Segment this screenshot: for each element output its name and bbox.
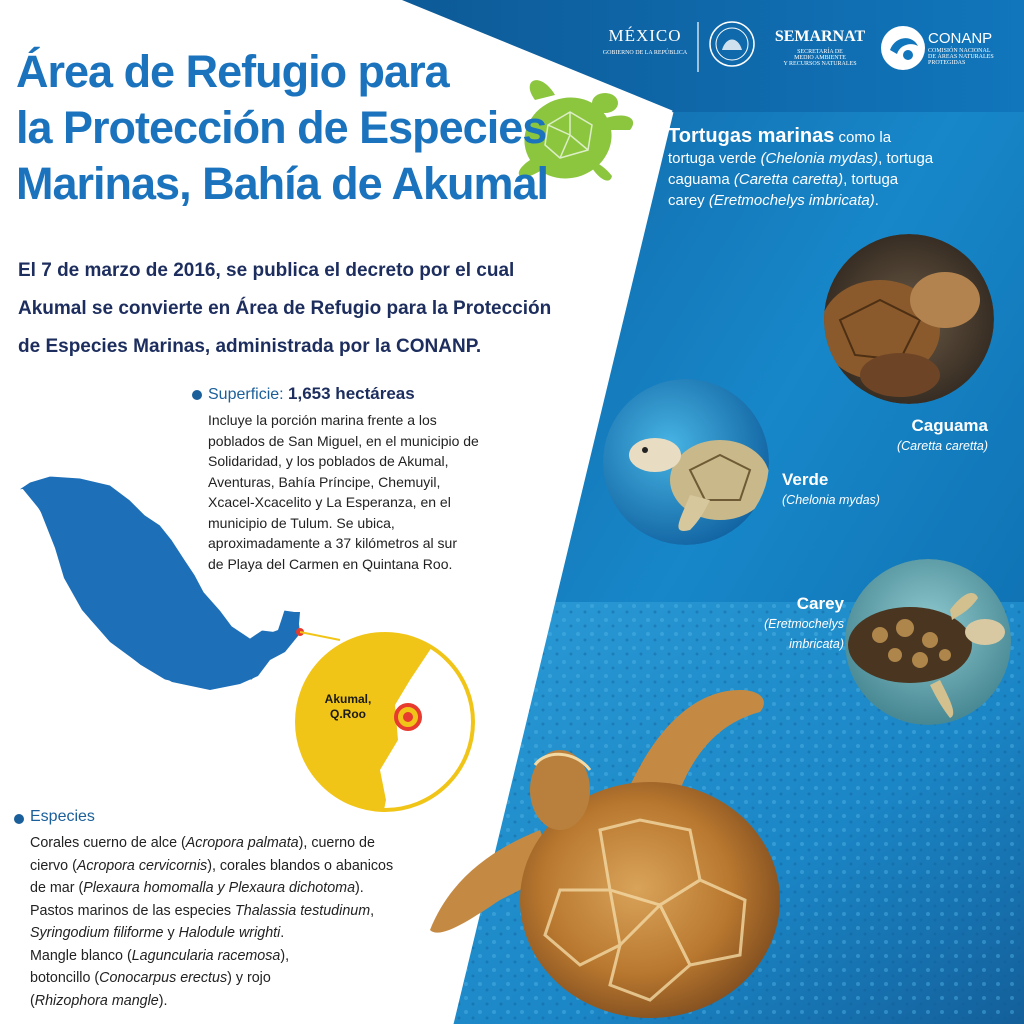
text-run: .	[280, 925, 285, 941]
verde-name: Verde	[782, 470, 829, 489]
logo-semarnat	[770, 28, 870, 67]
superficie-text	[208, 410, 548, 574]
especies-line	[30, 832, 450, 855]
akumal-label-line1: Akumal,	[324, 692, 372, 706]
tortugas-line	[668, 190, 1018, 211]
title-line: la Protección de Especies	[16, 102, 547, 153]
title-line: Marinas, Bahía de Akumal	[16, 158, 549, 209]
superficie-line: Aventuras, Bahía Príncipe, Chemuyil,	[208, 473, 441, 490]
superficie-line: Xcacel-Xcacelito y La Esperanza, en el	[208, 494, 451, 510]
text-run: , tortuga	[843, 171, 899, 188]
title-line: Área de Refugio para	[16, 46, 449, 97]
intro-line: El 7 de marzo de 2016, se publica el decreto por el cual	[18, 260, 515, 281]
text-run: Corales cuerno de alce (	[30, 835, 186, 851]
superficie-value: 1,653 hectáreas	[288, 384, 415, 403]
akumal-label-line2: Q.Roo	[330, 707, 366, 721]
logo-semarnat-sub-2: MEDIO AMBIENTE	[794, 55, 846, 61]
text-run: de mar (	[30, 880, 84, 896]
caguama-name: Caguama	[911, 416, 988, 435]
text-run: y	[163, 925, 179, 941]
text-run: ), corales blandos o abanicos	[207, 857, 394, 874]
caguama-sci-line: (Caretta caretta)	[896, 439, 988, 453]
carey-sci-line: imbricata)	[789, 637, 844, 651]
text-run: como la	[834, 129, 892, 146]
tortugas-text	[668, 126, 1018, 211]
text-run: ).	[355, 880, 364, 896]
carey-sci-line: (Eretmochelys	[764, 617, 844, 631]
logo-mexico-text: MÉXICO	[608, 26, 682, 45]
carey-caption	[724, 594, 844, 654]
scientific-name: Laguncularia racemosa	[131, 947, 281, 964]
carey-name: Carey	[796, 594, 844, 613]
akumal-inset-map	[290, 620, 473, 830]
text-run: ciervo (	[30, 857, 77, 874]
logo-conanp-sub-3: PROTEGIDAS	[928, 60, 966, 66]
caguama-caption	[868, 416, 988, 456]
verde-sci	[782, 490, 902, 510]
scientific-name: (Caretta caretta)	[733, 171, 844, 188]
conanp-emblem-icon	[881, 26, 925, 70]
page-title	[16, 44, 576, 212]
tortugas-line	[668, 126, 1018, 148]
logo-mexico	[600, 26, 690, 56]
superficie-line: de Playa del Carmen en Quintana Roo.	[208, 555, 453, 572]
text-run: caguama	[668, 171, 734, 188]
logo-semarnat-text: SEMARNAT	[774, 28, 866, 45]
scientific-name: Syringodium filiforme	[30, 925, 164, 941]
scientific-name: Acropora palmata	[185, 835, 299, 851]
logo-conanp-sub-2: DE ÁREAS NATURALES	[928, 54, 994, 60]
especies-line	[30, 922, 450, 945]
intro-line: Akumal se convierte en Área de Refugio para la Protección	[18, 298, 552, 319]
text-run: ),	[280, 947, 290, 964]
superficie-label: Superficie:	[208, 386, 289, 403]
text-run: .	[874, 192, 879, 209]
especies-line	[30, 967, 450, 990]
text-run: ,	[370, 902, 375, 919]
tortugas-line	[668, 169, 1018, 190]
intro-line: de Especies Marinas, administrada por la CONANP.	[18, 336, 482, 357]
scientific-name: Conocarpus erectus	[99, 970, 228, 986]
caguama-sci	[868, 436, 988, 456]
text-run: (	[30, 992, 35, 1009]
verde-photo	[603, 379, 770, 545]
especies-line	[30, 900, 450, 923]
superficie-heading	[208, 384, 415, 404]
text-run: ).	[158, 992, 168, 1009]
logo-conanp-text: CONANP	[928, 30, 993, 47]
scientific-name: Plexaura homomalla y Plexaura dichotoma	[83, 880, 356, 896]
especies-line	[30, 990, 450, 1013]
superficie-line: Solidaridad, y los poblados de Akumal,	[208, 453, 449, 469]
logo-mexico-subtext: GOBIERNO DE LA REPÚBLICA	[602, 50, 688, 56]
especies-line	[30, 945, 450, 968]
especies-line	[30, 877, 450, 900]
carey-sci	[724, 614, 844, 654]
logo-semarnat-sub-1: SECRETARÍA DE	[797, 49, 843, 55]
akumal-label	[312, 692, 384, 722]
verde-caption	[782, 470, 902, 510]
text-run: , tortuga	[878, 150, 934, 167]
emphasis-text: Tortugas marinas	[668, 125, 835, 147]
tortugas-line	[668, 148, 1018, 169]
verde-sci-line: (Chelonia mydas)	[782, 493, 880, 507]
carey-photo	[845, 559, 1011, 725]
bullet-icon	[14, 814, 24, 824]
scientific-name: Acropora cervicornis	[76, 857, 208, 874]
superficie-line: aproximadamente a 37 kilómetros al sur	[208, 535, 458, 551]
superficie-line: Incluye la porción marina frente a los	[208, 412, 437, 428]
especies-text	[30, 832, 450, 1012]
scientific-name: Thalassia testudinum	[235, 902, 371, 919]
scientific-name: (Eretmochelys imbricata)	[708, 192, 875, 209]
bullet-icon	[192, 390, 202, 400]
text-run: ), cuerno de	[298, 835, 375, 851]
logo-conanp	[928, 30, 1020, 66]
scientific-name: Halodule wrighti	[178, 925, 281, 941]
superficie-line: municipio de Tulum. Se ubica,	[208, 514, 395, 531]
text-run: Pastos marinos de las especies	[30, 902, 236, 919]
bullet-icon	[652, 130, 662, 140]
especies-line	[30, 855, 450, 878]
scientific-name: (Chelonia mydas)	[760, 150, 879, 167]
logo-semarnat-sub-3: Y RECURSOS NATURALES	[783, 61, 857, 67]
intro-paragraph	[18, 252, 598, 366]
logo-conanp-sub-1: COMISIÓN NACIONAL	[928, 48, 991, 54]
text-run: Mangle blanco (	[30, 947, 132, 964]
text-run: carey	[668, 192, 709, 209]
text-run: botoncillo (	[30, 970, 100, 986]
text-run: ) y rojo	[227, 970, 271, 986]
superficie-line: poblados de San Miguel, en el municipio de	[208, 432, 479, 449]
scientific-name: Rhizophora mangle	[34, 992, 159, 1009]
especies-heading: Especies	[30, 808, 95, 825]
text-run: tortuga verde	[668, 150, 761, 167]
